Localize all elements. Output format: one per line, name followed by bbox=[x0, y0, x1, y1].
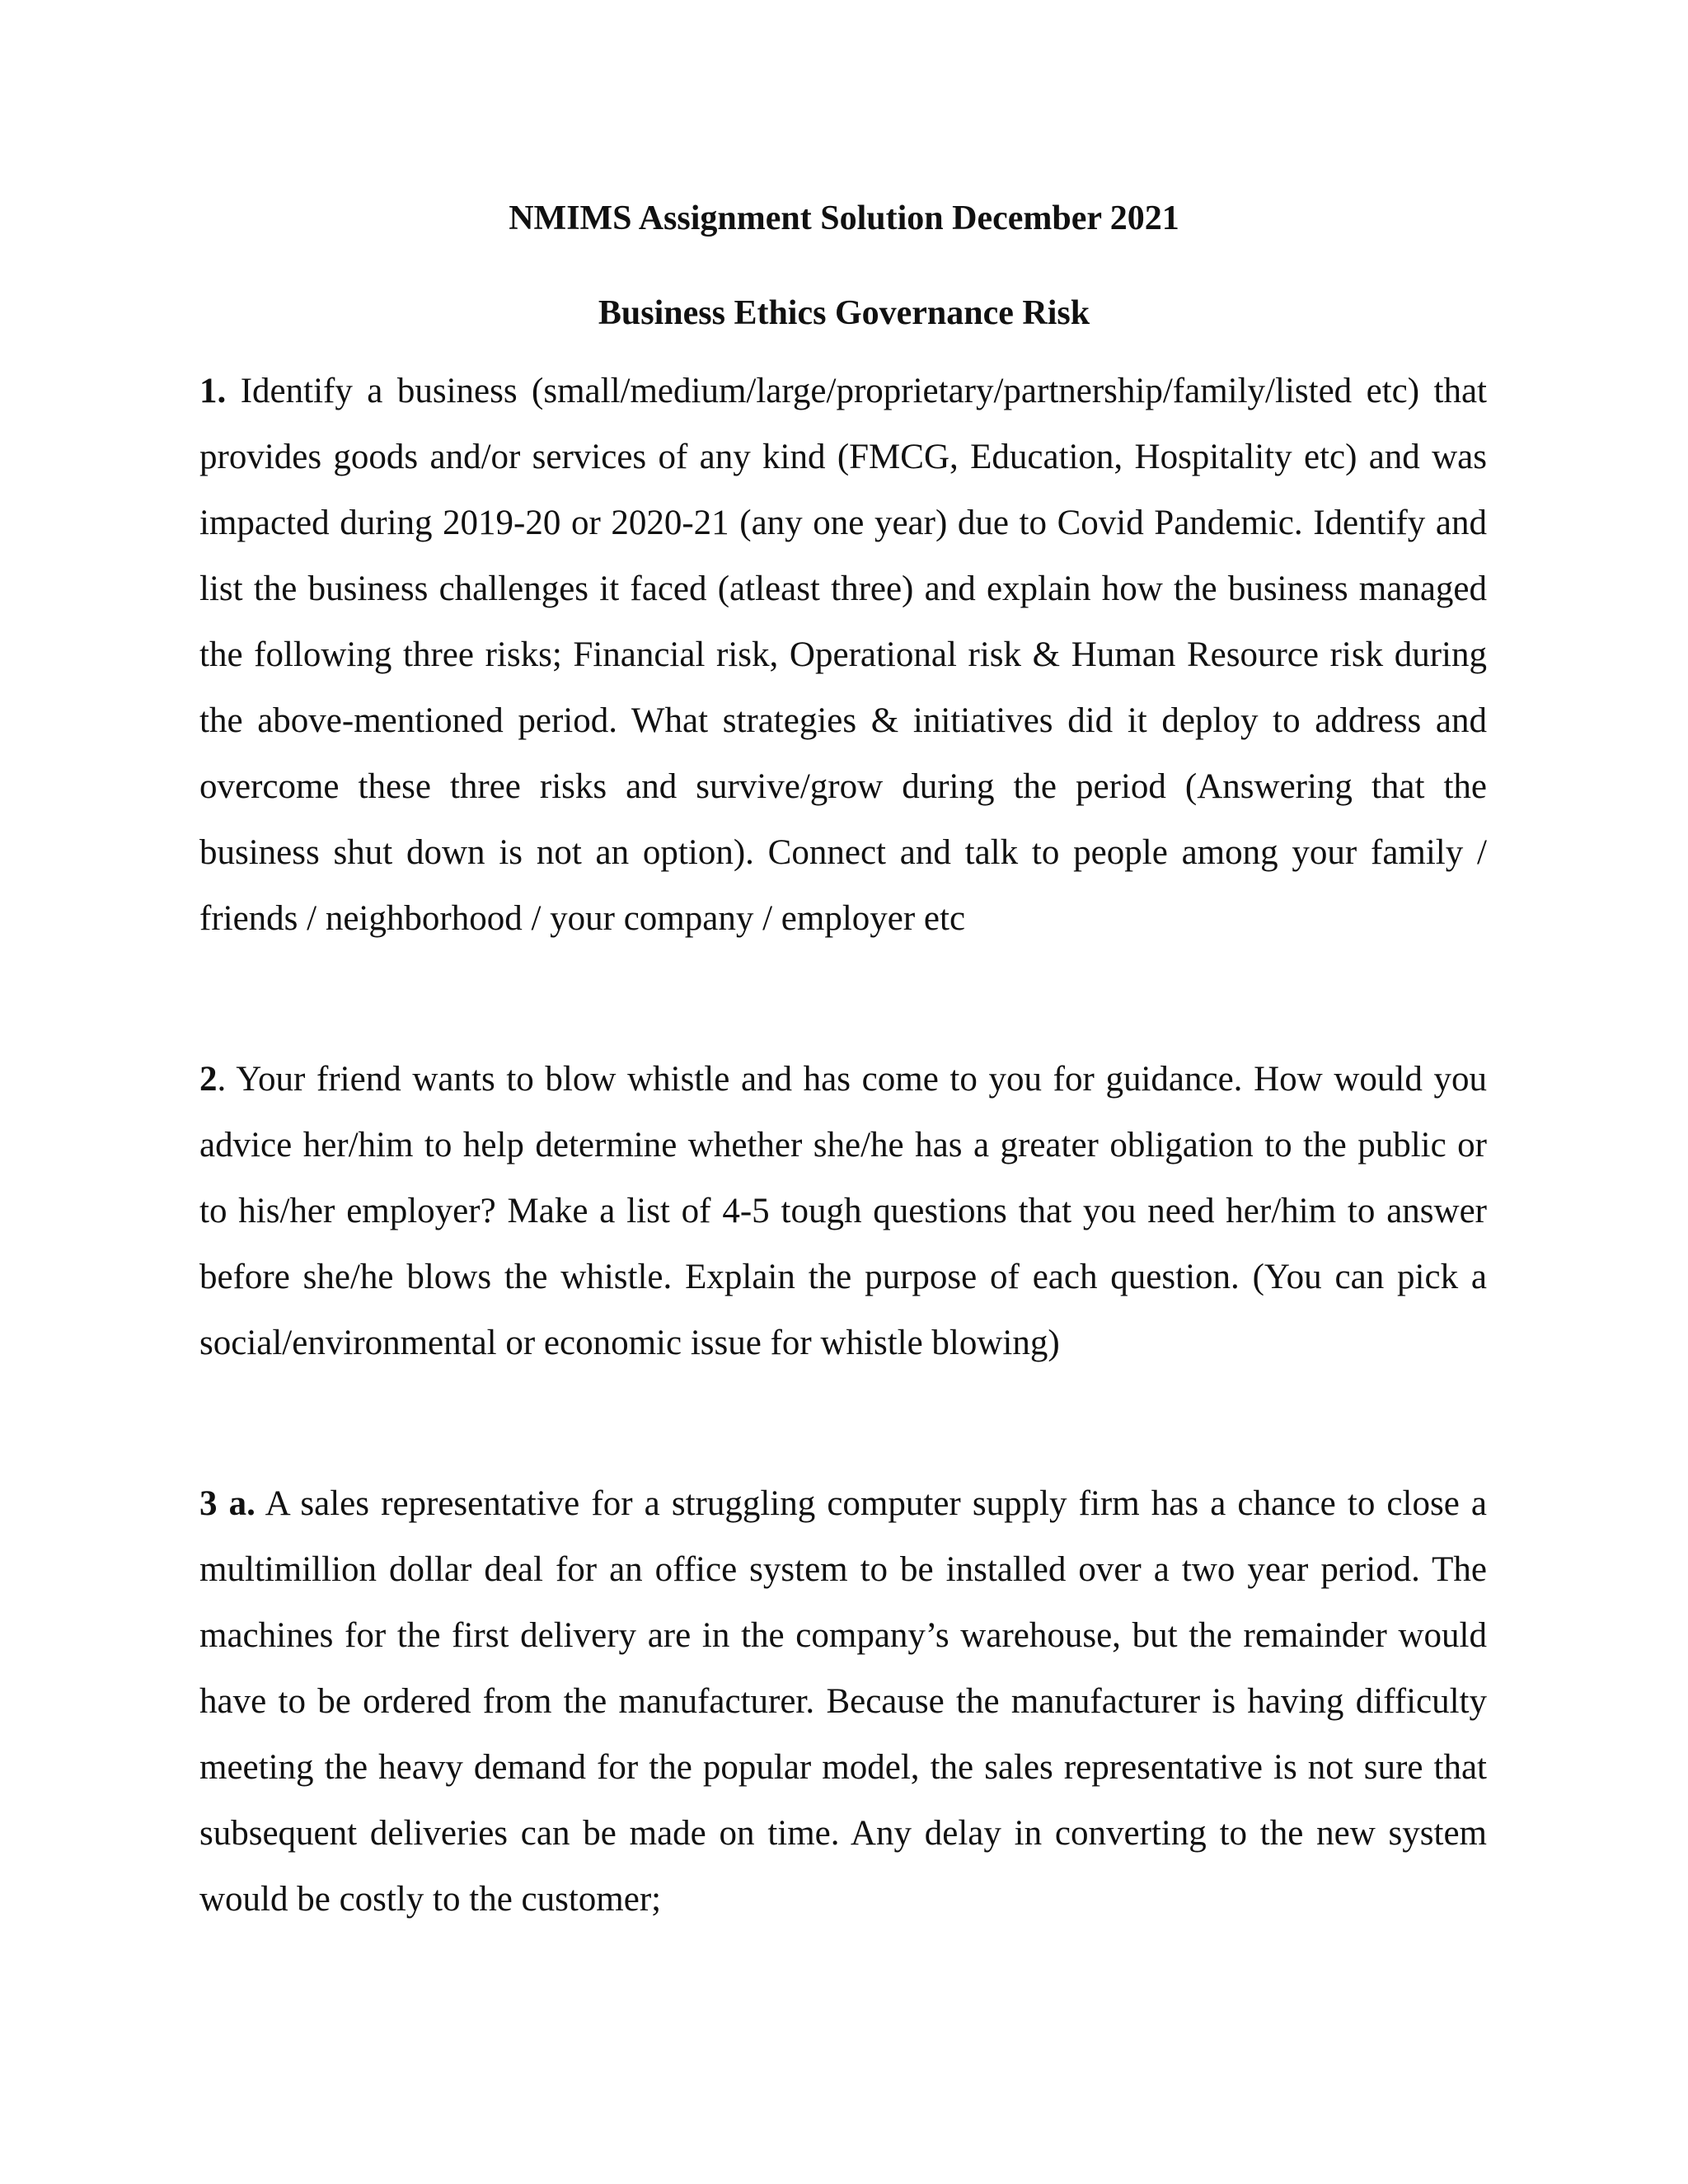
document-title: NMIMS Assignment Solution December 2021 bbox=[509, 199, 1179, 237]
question-1 bbox=[199, 359, 1487, 952]
document-subtitle: Business Ethics Governance Risk bbox=[598, 294, 1090, 332]
question-3a-text: A sales representative for a struggling computer supply firm has a chance to close a multimillion dollar deal for an office system to be installed over a two year period. The machines for the first delivery are in the company’s warehouse, but the remainder would have to be ordered from the manufacturer. Because the manufacturer is having difficulty meeting the heavy demand for the popular model, the sales representative is not sure that subsequent deliveries can be made on time. Any delay in converting to the new system would be costly to the customer; bbox=[199, 1484, 1487, 1919]
question-2-number: 2 bbox=[199, 1060, 218, 1099]
question-3a-number: 3 a. bbox=[199, 1484, 256, 1523]
question-2-text: . Your friend wants to blow whistle and has come to you for guidance. How would you advice her/him to help determine whether she/he has a greater obligation to the public or to his/her employer? Make a list of 4-5 tough questions that you need her/him to answer before she/he blows the whistle. Explain the purpose of each question. (You can pick a social/environmental or economic issue for whistle blowing) bbox=[199, 1060, 1487, 1362]
question-1-number: 1. bbox=[199, 372, 227, 410]
question-2 bbox=[199, 1047, 1487, 1376]
question-3a bbox=[199, 1471, 1487, 1933]
question-1-text: Identify a business (small/medium/large/proprietary/partnership/family/listed etc) that provides goods and/or services of any kind (FMCG, Education, Hospitality etc) and was impacted during 2019-20 or 2020-21 (any one year) due to Covid Pandemic. Identify and list the business challenges it faced (atleast three) and explain how the business managed the following three risks; Financial risk, Operational risk & Human Resource risk during the above-mentioned period. What strategies & initiatives did it deploy to address and overcome these three risks and survive/grow during the period (Answering that the business shut down is not an option). Connect and talk to people among your family / friends / neighborhood / your company / employer etc bbox=[199, 372, 1487, 938]
